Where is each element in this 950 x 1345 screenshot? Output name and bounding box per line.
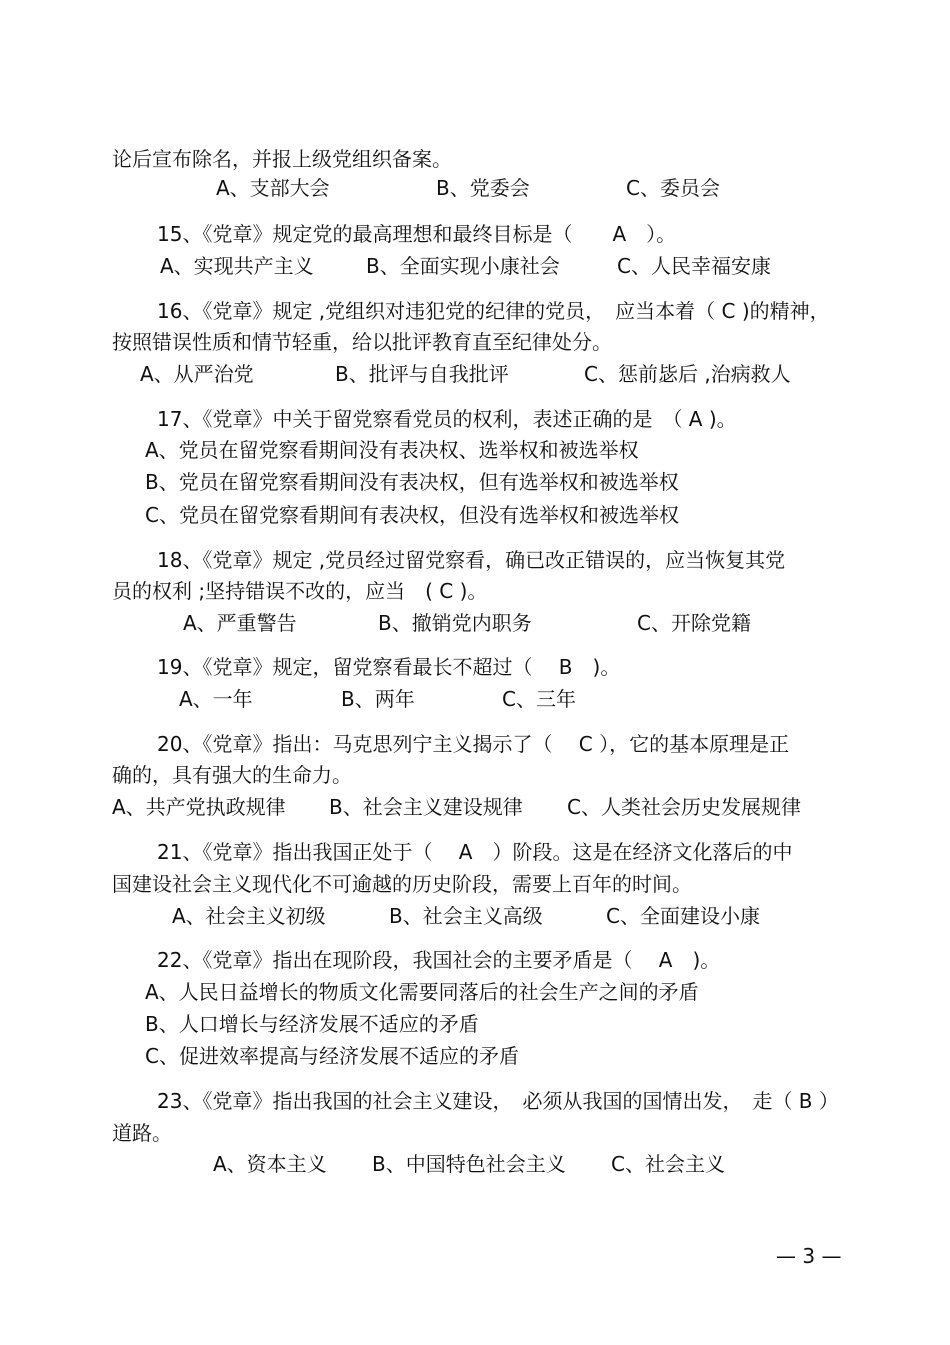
question-18: 18、《党章》规定 ,党员经过留党察看，确已改正错误的，应当恢复其党: [157, 548, 786, 572]
question-22: 22、《党章》指出在现阶段，我国社会的主要矛盾是（ A )。: [157, 948, 721, 972]
option-c: C、社会主义: [611, 1152, 725, 1176]
option-a: A、共产党执政规律: [112, 795, 286, 819]
option-a: A、严重警告: [183, 611, 297, 635]
option-c: C、促进效率提高与经济发展不适应的矛盾: [145, 1044, 519, 1068]
question-18-continuation: 员的权利 ;坚持错误不改的，应当 ( C )。: [112, 579, 488, 603]
option-c: C、委员会: [626, 176, 720, 200]
option-a: A、党员在留党察看期间没有表决权、选举权和被选举权: [145, 438, 639, 462]
option-a: A、实现共产主义: [160, 254, 314, 278]
option-c: C、人类社会历史发展规律: [567, 795, 801, 819]
option-b: B、全面实现小康社会: [366, 254, 560, 278]
question-16: 16、《党章》规定 ,党组织对违犯党的纪律的党员， 应当本着（ C )的精神，: [157, 299, 830, 323]
question-20-continuation: 确的，具有强大的生命力。: [112, 763, 352, 787]
question-17: 17、《党章》中关于留党察看党员的权利，表述正确的是 （ A )。: [157, 407, 737, 431]
question-16-continuation: 按照错误性质和情节轻重，给以批评教育直至纪律处分。: [112, 330, 612, 354]
question-15: 15、《党章》规定党的最高理想和最终目标是（ A ）。: [157, 222, 677, 246]
option-a: A、从严治党: [140, 362, 254, 386]
question-23-continuation: 道路。: [112, 1121, 172, 1145]
option-c: C、三年: [502, 687, 576, 711]
option-b: B、党委会: [436, 176, 530, 200]
question-continuation: 论后宣布除名，并报上级党组织备案。: [112, 147, 452, 171]
option-b: B、人口增长与经济发展不适应的矛盾: [145, 1012, 479, 1036]
option-b: B、社会主义建设规律: [329, 795, 523, 819]
option-a: A、人民日益增长的物质文化需要同落后的社会生产之间的矛盾: [145, 980, 699, 1004]
option-c: C、党员在留党察看期间有表决权，但没有选举权和被选举权: [145, 503, 679, 527]
option-b: B、两年: [341, 687, 415, 711]
question-20: 20、《党章》指出：马克思列宁主义揭示了（ C ），它的基本原理是正: [157, 732, 790, 756]
option-c: C、人民幸福安康: [617, 254, 771, 278]
option-c: C、惩前毖后 ,治病救人: [584, 362, 791, 386]
option-a: A、社会主义初级: [172, 904, 326, 928]
option-a: A、支部大会: [216, 176, 330, 200]
question-19: 19、《党章》规定，留党察看最长不超过（ B )。: [157, 655, 621, 679]
question-21-continuation: 国建设社会主义现代化不可逾越的历史阶段，需要上百年的时间。: [112, 872, 692, 896]
page-number: — 3 —: [776, 1244, 842, 1268]
question-23: 23、《党章》指出我国的社会主义建设， 必须从我国的国情出发， 走（ B ）: [157, 1089, 839, 1113]
option-b: B、中国特色社会主义: [372, 1152, 566, 1176]
option-b: B、党员在留党察看期间没有表决权，但有选举权和被选举权: [145, 470, 679, 494]
option-b: B、撤销党内职务: [378, 611, 532, 635]
option-a: A、一年: [179, 687, 253, 711]
option-a: A、资本主义: [213, 1152, 327, 1176]
option-c: C、全面建设小康: [606, 904, 760, 928]
option-b: B、批评与自我批评: [335, 362, 509, 386]
option-c: C、开除党籍: [637, 611, 751, 635]
question-21: 21、《党章》指出我国正处于（ A ）阶段。这是在经济文化落后的中: [157, 840, 793, 864]
option-b: B、社会主义高级: [389, 904, 543, 928]
